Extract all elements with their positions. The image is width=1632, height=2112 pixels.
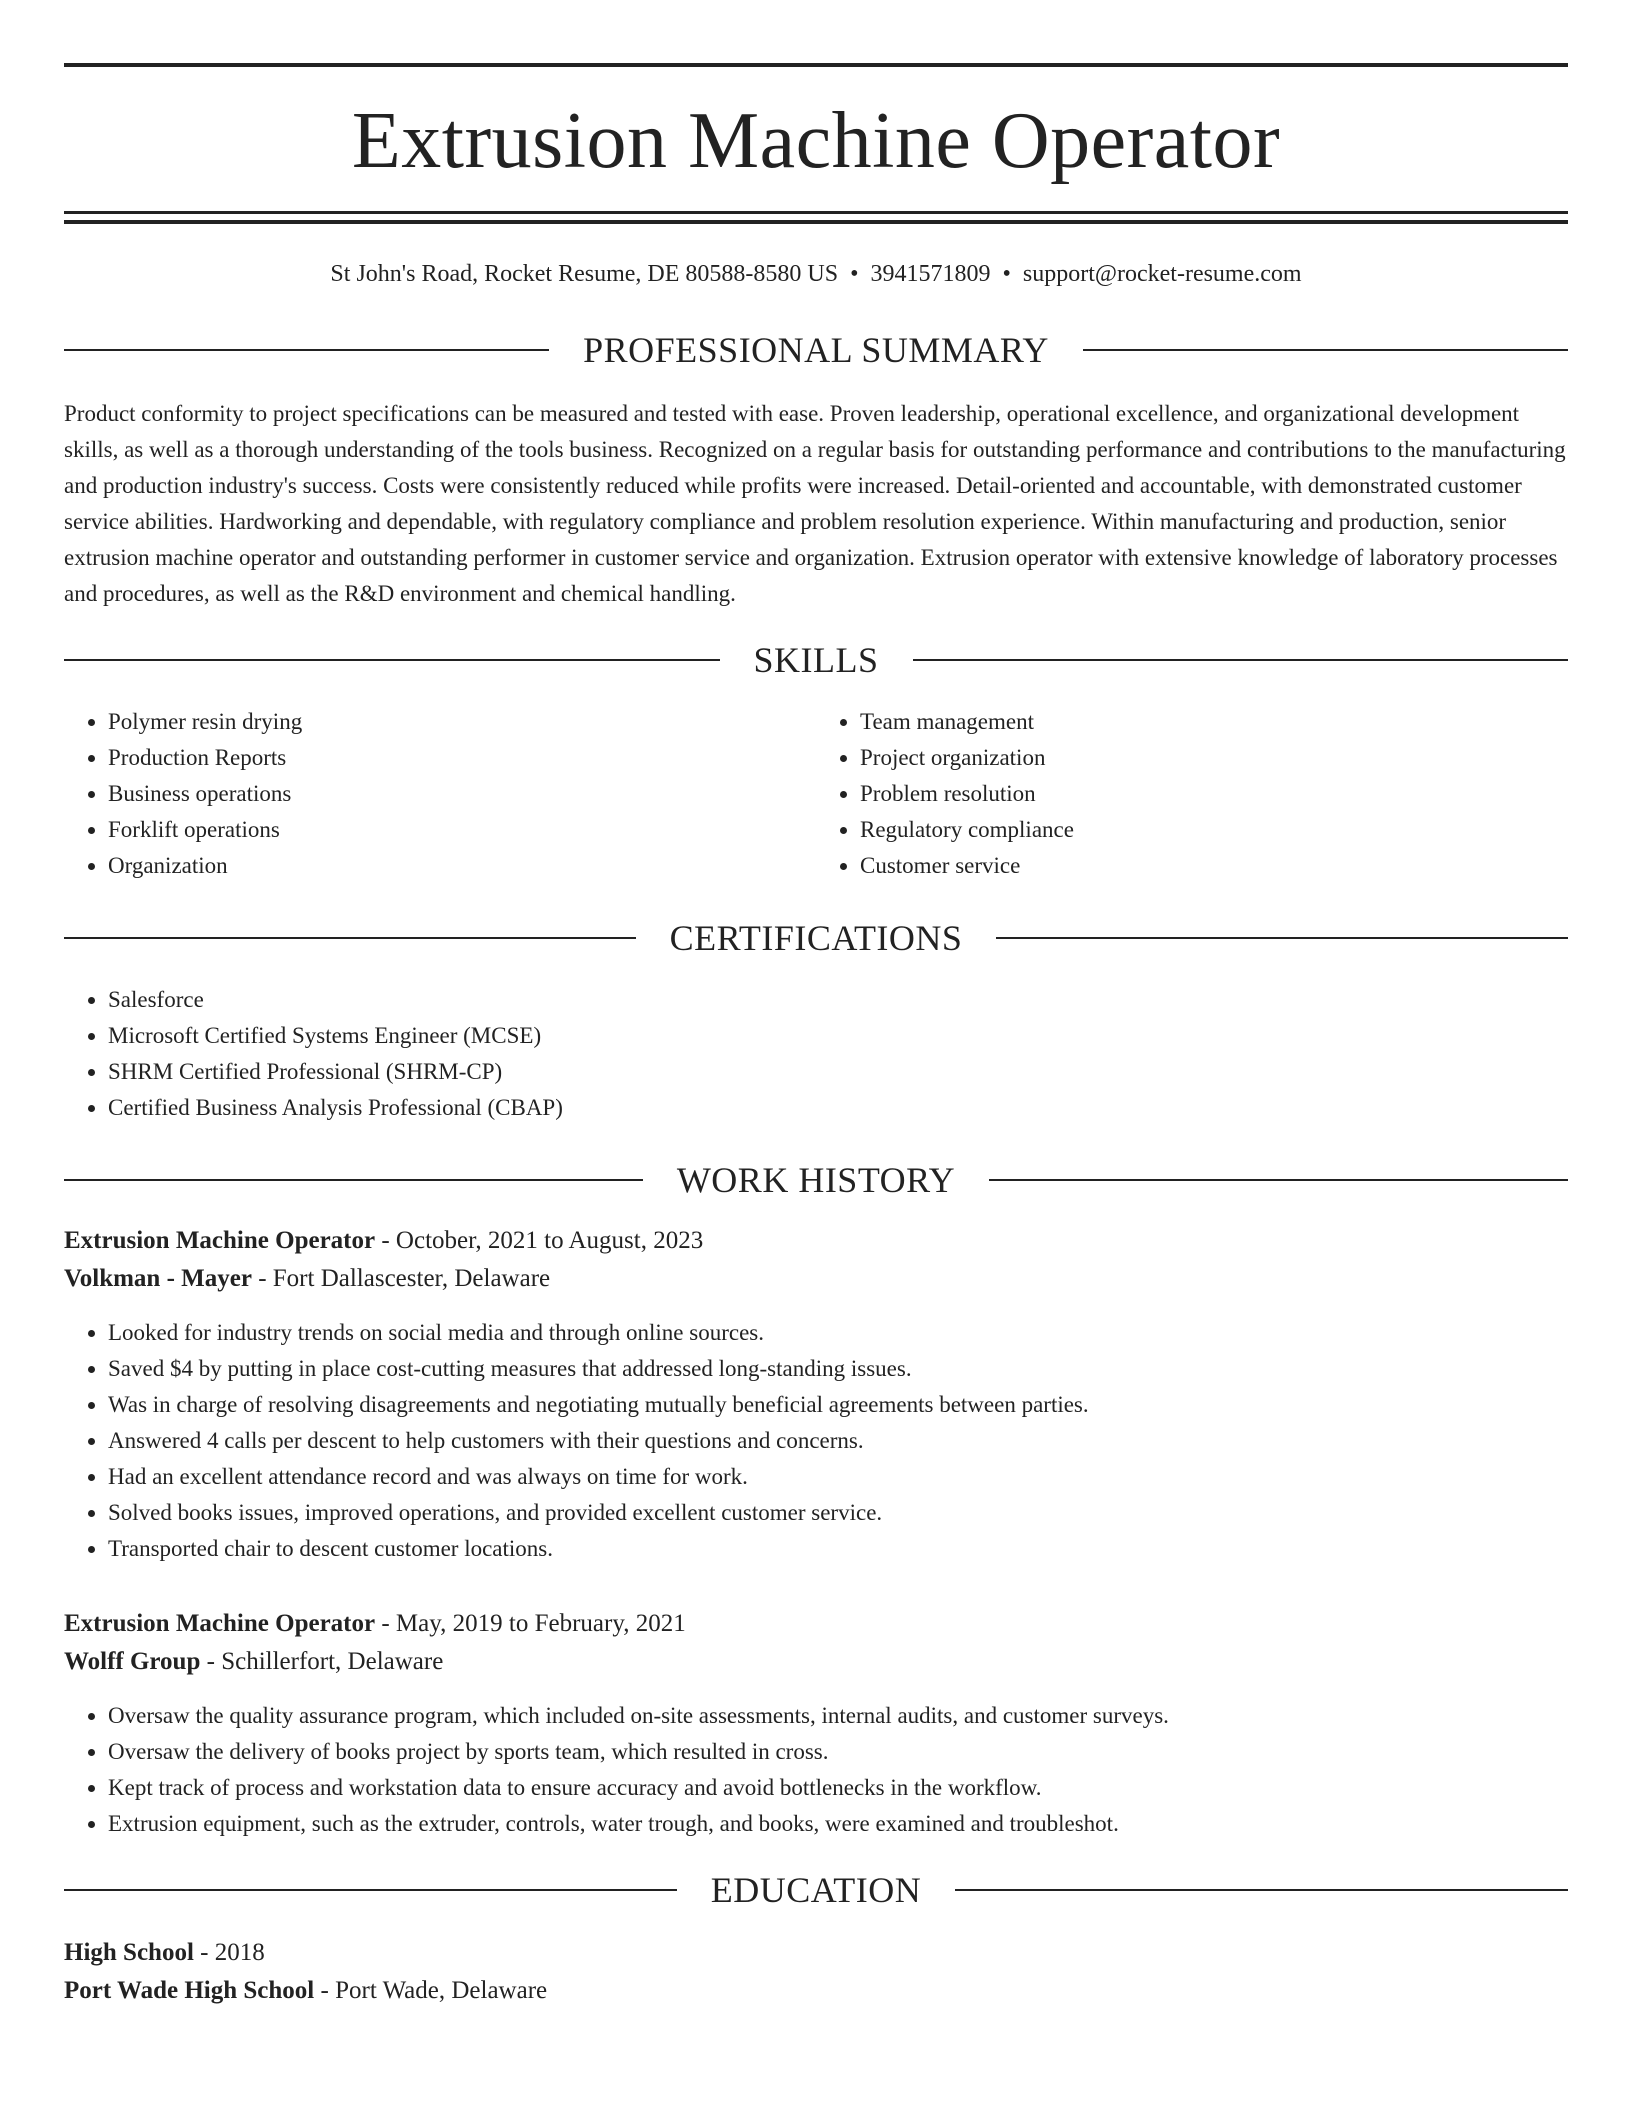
list-item: • Team management bbox=[860, 704, 1568, 740]
job-title-line bbox=[64, 1605, 1568, 1643]
list-item: • Oversaw the quality assurance program, which included on-site assessments, internal audits, and customer surveys. bbox=[108, 1698, 1568, 1734]
education-heading bbox=[64, 1869, 1568, 1910]
certifications-heading bbox=[64, 917, 1568, 958]
education-entry bbox=[64, 1934, 1568, 2010]
job-company: Volkman - Mayer bbox=[64, 1264, 252, 1292]
summary-text: Product conformity to project specifications can be measured and tested with ease. Proven leadership, operational excellence, and organizational development skills, as well as a thorough understanding of the tools business. Recognized on a regular basis for outstanding performance and contributions to the manufacturing and production industry's success. Costs were consistently reduced while profits were increased. Detail-oriented and accountable, with demonstrated customer service abilities. Hardworking and dependable, with regulatory compliance and problem resolution experience. Within manufacturing and production, senior extrusion machine operator and outstanding performer in customer service and organization. Extrusion operator with extensive knowledge of laboratory processes and procedures, as well as the R&D environment and chemical handling. bbox=[64, 400, 1566, 606]
list-item: • SHRM Certified Professional (SHRM-CP) bbox=[108, 1054, 1568, 1090]
list-item: • Business operations bbox=[108, 776, 816, 812]
job-entry bbox=[64, 1605, 1568, 1842]
list-item: • Oversaw the delivery of books project by sports team, which resulted in cross. bbox=[108, 1734, 1568, 1770]
list-item: • Extrusion equipment, such as the extruder, controls, water trough, and books, were examined and troubleshot. bbox=[108, 1806, 1568, 1842]
contact-email[interactable]: support@rocket-resume.com bbox=[1022, 261, 1302, 287]
job-bullets bbox=[64, 1698, 1568, 1842]
job-title-line bbox=[64, 1222, 1568, 1260]
work-history-heading bbox=[64, 1159, 1568, 1200]
education-school: Port Wade High School bbox=[64, 1976, 315, 2004]
skills-right-column bbox=[816, 704, 1568, 884]
candidate-name: Extrusion Machine Operator bbox=[351, 97, 1281, 185]
list-item: • Solved books issues, improved operations, and provided excellent customer service. bbox=[108, 1495, 1568, 1531]
contact-address: St John's Road, Rocket Resume, DE 80588-8580 US bbox=[330, 261, 839, 287]
contact-separator: • bbox=[1002, 261, 1011, 287]
list-item: • Problem resolution bbox=[860, 776, 1568, 812]
section-title: WORK HISTORY bbox=[676, 1159, 956, 1200]
education-school-line bbox=[64, 1972, 1568, 2010]
skills-heading bbox=[64, 639, 1568, 680]
section-title: EDUCATION bbox=[710, 1869, 922, 1910]
list-item: • Looked for industry trends on social media and through online sources. bbox=[108, 1315, 1568, 1351]
list-item: • Production Reports bbox=[108, 740, 816, 776]
list-item: • Kept track of process and workstation data to ensure accuracy and avoid bottlenecks in the workflow. bbox=[108, 1770, 1568, 1806]
education-degree: High School bbox=[64, 1938, 194, 1966]
section-title: PROFESSIONAL SUMMARY bbox=[583, 329, 1049, 370]
skills-list bbox=[64, 704, 1568, 884]
summary-heading bbox=[64, 329, 1568, 370]
job-dates: - May, 2019 to February, 2021 bbox=[375, 1609, 686, 1637]
job-bullets bbox=[64, 1315, 1568, 1567]
list-item: • Forklift operations bbox=[108, 812, 816, 848]
list-item: • Organization bbox=[108, 848, 816, 884]
job-title: Extrusion Machine Operator bbox=[64, 1609, 376, 1637]
list-item: • Microsoft Certified Systems Engineer (MCSE) bbox=[108, 1018, 1568, 1054]
skills-left-column bbox=[64, 704, 816, 884]
job-company-line bbox=[64, 1643, 1568, 1681]
list-item: • Transported chair to descent customer locations. bbox=[108, 1531, 1568, 1567]
section-title: SKILLS bbox=[753, 639, 879, 680]
double-rule bbox=[64, 211, 1568, 224]
job-location: - Fort Dallascester, Delaware bbox=[251, 1264, 551, 1292]
job-location: - Schillerfort, Delaware bbox=[200, 1647, 444, 1675]
contact-phone: 3941571809 bbox=[870, 261, 991, 287]
list-item: • Salesforce bbox=[108, 982, 1568, 1018]
education-location: - Port Wade, Delaware bbox=[314, 1976, 548, 2004]
certifications-list bbox=[64, 982, 1568, 1126]
contact-line bbox=[64, 260, 1568, 289]
list-item: • Had an excellent attendance record and was always on time for work. bbox=[108, 1459, 1568, 1495]
list-item: • Was in charge of resolving disagreements and negotiating mutually beneficial agreements between parties. bbox=[108, 1387, 1568, 1423]
list-item: • Certified Business Analysis Professional (CBAP) bbox=[108, 1090, 1568, 1126]
list-item: • Answered 4 calls per descent to help customers with their questions and concerns. bbox=[108, 1423, 1568, 1459]
list-item: • Polymer resin drying bbox=[108, 704, 816, 740]
job-dates: - October, 2021 to August, 2023 bbox=[375, 1226, 704, 1254]
job-title: Extrusion Machine Operator bbox=[64, 1226, 376, 1254]
education-degree-line bbox=[64, 1934, 1568, 1972]
list-item: • Project organization bbox=[860, 740, 1568, 776]
list-item: • Customer service bbox=[860, 848, 1568, 884]
job-company: Wolff Group bbox=[64, 1647, 201, 1675]
job-entry bbox=[64, 1222, 1568, 1567]
top-rule bbox=[64, 63, 1568, 67]
job-company-line bbox=[64, 1260, 1568, 1298]
contact-separator: • bbox=[850, 261, 859, 287]
section-title: CERTIFICATIONS bbox=[669, 917, 963, 958]
education-year: - 2018 bbox=[193, 1938, 265, 1966]
list-item: • Regulatory compliance bbox=[860, 812, 1568, 848]
list-item: • Saved $4 by putting in place cost-cutting measures that addressed long-standing issues. bbox=[108, 1351, 1568, 1387]
